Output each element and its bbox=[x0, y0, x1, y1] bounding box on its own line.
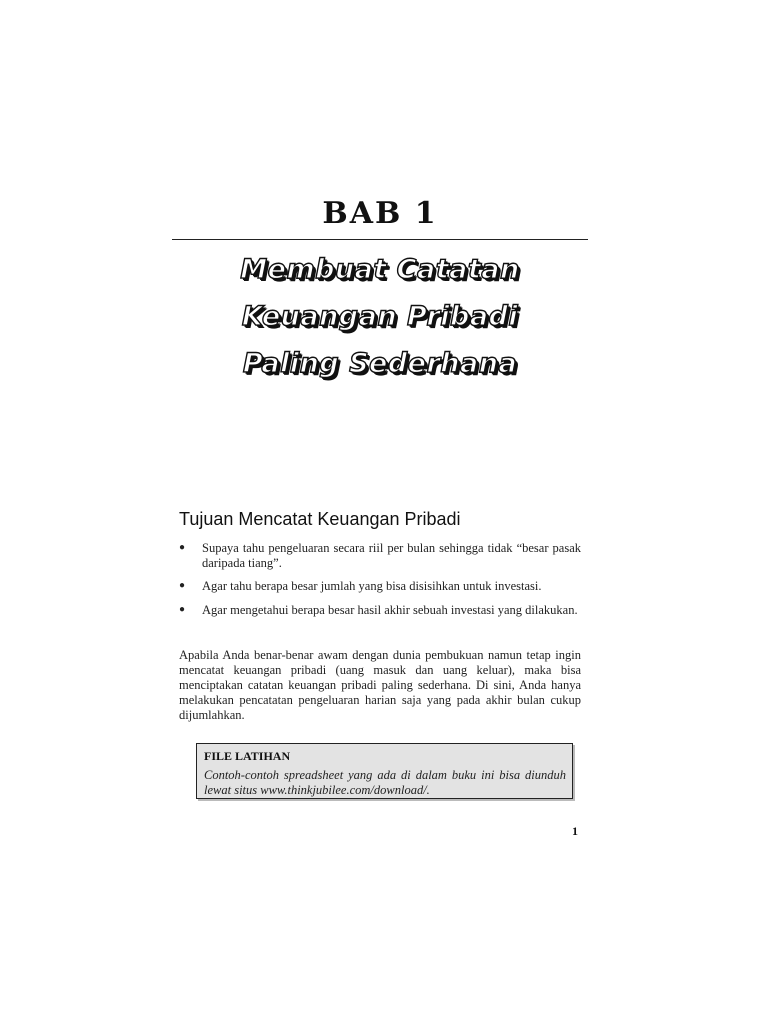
chapter-title-line-3: Paling Sederhana bbox=[242, 348, 518, 379]
bullet-list bbox=[179, 541, 581, 626]
list-item bbox=[179, 603, 581, 618]
note-body: Contoh-contoh spreadsheet yang ada di dalam buku ini bisa diunduh lewat situs www.thinkjubilee.com/download/. bbox=[204, 768, 566, 797]
section-heading: Tujuan Mencatat Keuangan Pribadi bbox=[179, 509, 461, 529]
bullet-icon: ● bbox=[179, 542, 186, 553]
page-number: 1 bbox=[572, 824, 578, 838]
chapter-divider bbox=[172, 239, 588, 240]
list-item-text: Supaya tahu pengeluaran secara riil per bulan sehingga tidak “besar pasak daripada tiang”. bbox=[202, 541, 581, 570]
chapter-title-line-2: Keuangan Pribadi bbox=[241, 301, 519, 332]
body-paragraph: Apabila Anda benar-benar awam dengan dunia pembukuan namun tetap ingin mencatat keuangan pribadi (uang masuk dan uang keluar), maka bisa menciptakan catatan keuangan pribadi paling sederhana. Di sini, Anda hanya melakukan pencatatan pengeluaran harian saja yang pada akhir bulan cukup dijumlahkan. bbox=[179, 648, 581, 722]
list-item bbox=[179, 541, 581, 570]
note-title: FILE LATIHAN bbox=[204, 749, 291, 763]
chapter-label: BAB 1 bbox=[322, 196, 438, 231]
bullet-icon: ● bbox=[179, 580, 186, 591]
list-item-text: Agar mengetahui berapa besar hasil akhir sebuah investasi yang dilakukan. bbox=[202, 602, 578, 617]
bullet-icon: ● bbox=[179, 603, 186, 615]
note-box bbox=[196, 743, 573, 799]
list-item bbox=[179, 579, 581, 594]
chapter-title-line-1: Membuat Catatan bbox=[240, 254, 520, 285]
list-item-text: Agar tahu berapa besar jumlah yang bisa disisihkan untuk investasi. bbox=[202, 579, 542, 593]
chapter-title bbox=[172, 246, 588, 387]
